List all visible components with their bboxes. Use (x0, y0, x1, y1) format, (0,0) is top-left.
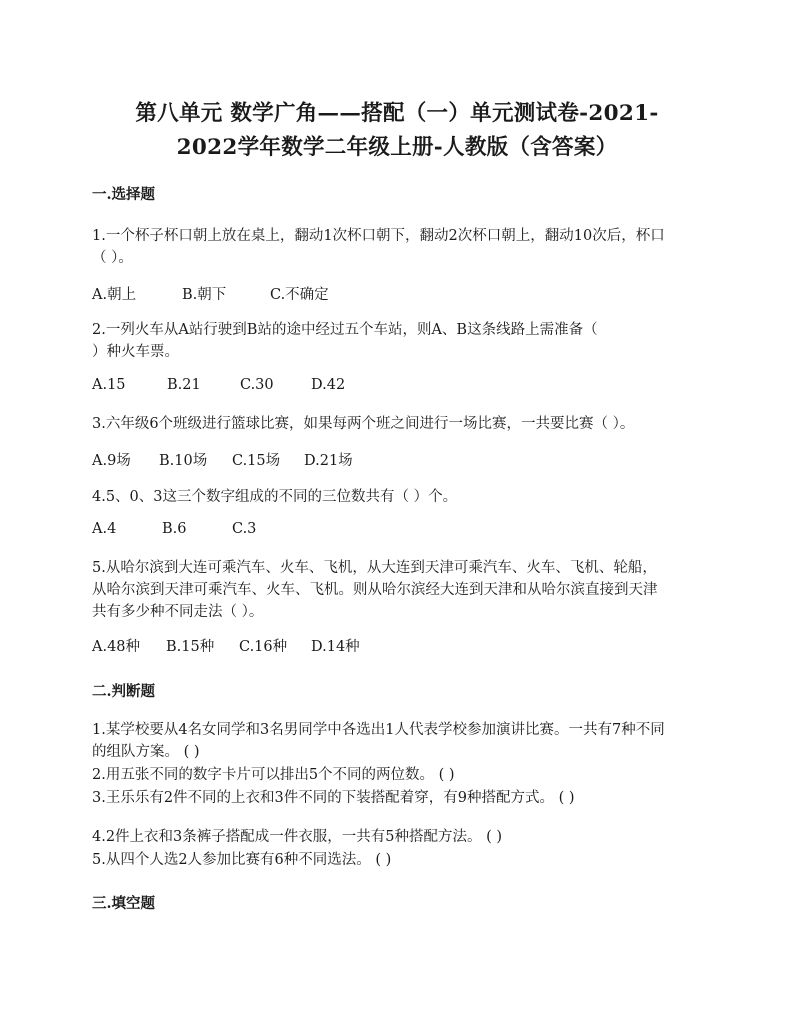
choice-q5-line-1: 5.从哈尔滨到大连可乘汽车、火车、飞机，从大连到天津可乘汽车、火车、飞机、轮船， (92, 560, 657, 576)
option-d: D.14种 (311, 639, 360, 655)
option-b: B.15种 (166, 639, 215, 655)
option-d: D.21场 (304, 453, 353, 469)
option-b: B.10场 (159, 453, 208, 469)
judge-q2: 2.用五张不同的数字卡片可以排出5个不同的两位数。 ( ) (92, 767, 455, 783)
option-d: D.42 (311, 377, 346, 393)
option-c: C.16种 (239, 639, 288, 655)
judge-q5: 5.从四个人选2人参加比赛有6种不同选法。 ( ) (92, 852, 392, 868)
section-heading-fill: 三.填空题 (92, 895, 156, 912)
option-c: C.不确定 (270, 287, 329, 303)
option-a: A.48种 (92, 639, 141, 655)
section-heading-judge: 二.判断题 (92, 683, 156, 700)
page-title-line-1: 第八单元 数学广角——搭配（一）单元测试卷-2021- (135, 101, 659, 126)
choice-q2-line-1: 2.一列火车从A站行驶到B站的途中经过五个车站，则A、B这条线路上需准备（ (92, 322, 598, 338)
judge-q1-line-2: 的组队方案。 ( ) (92, 744, 200, 760)
judge-q4: 4.2件上衣和3条裤子搭配成一件衣服，一共有5种搭配方法。 ( ) (92, 829, 503, 845)
option-c: C.30 (240, 377, 274, 393)
option-b: B.6 (162, 521, 187, 537)
choice-q4-line-1: 4.5、0、3这三个数字组成的不同的三位数共有（ ）个。 (92, 489, 458, 505)
option-b: B.21 (167, 377, 201, 393)
judge-q3: 3.王乐乐有2件不同的上衣和3件不同的下装搭配着穿，有9种搭配方式。 ( ) (92, 790, 575, 806)
choice-q5-line-2: 从哈尔滨到天津可乘汽车、火车、飞机。则从哈尔滨经大连到天津和从哈尔滨直接到天津 (92, 582, 658, 598)
option-a: A.9场 (92, 453, 131, 469)
choice-q2-line-2: ）种火车票。 (92, 344, 179, 360)
option-a: A.朝上 (92, 287, 137, 303)
choice-q1-line-2: （ ）。 (92, 250, 133, 266)
choice-q5-line-3: 共有多少种不同走法（ ）。 (92, 604, 264, 620)
choice-q3-line-1: 3.六年级6个班级进行篮球比赛，如果每两个班之间进行一场比赛，一共要比赛（ ）。 (92, 416, 635, 432)
option-c: C.3 (232, 521, 257, 537)
choice-q1-line-1: 1.一个杯子杯口朝上放在桌上，翻动1次杯口朝下，翻动2次杯口朝上，翻动10次后，杯口 (92, 228, 665, 244)
section-heading-choice: 一.选择题 (92, 186, 156, 203)
option-c: C.15场 (232, 453, 281, 469)
page-title-line-2: 2022学年数学二年级上册-人教版（含答案） (176, 135, 618, 160)
option-b: B.朝下 (182, 287, 227, 303)
option-a: A.15 (92, 377, 126, 393)
option-a: A.4 (92, 521, 117, 537)
judge-q1-line-1: 1.某学校要从4名女同学和3名男同学中各选出1人代表学校参加演讲比赛。一共有7种不同 (92, 722, 665, 738)
